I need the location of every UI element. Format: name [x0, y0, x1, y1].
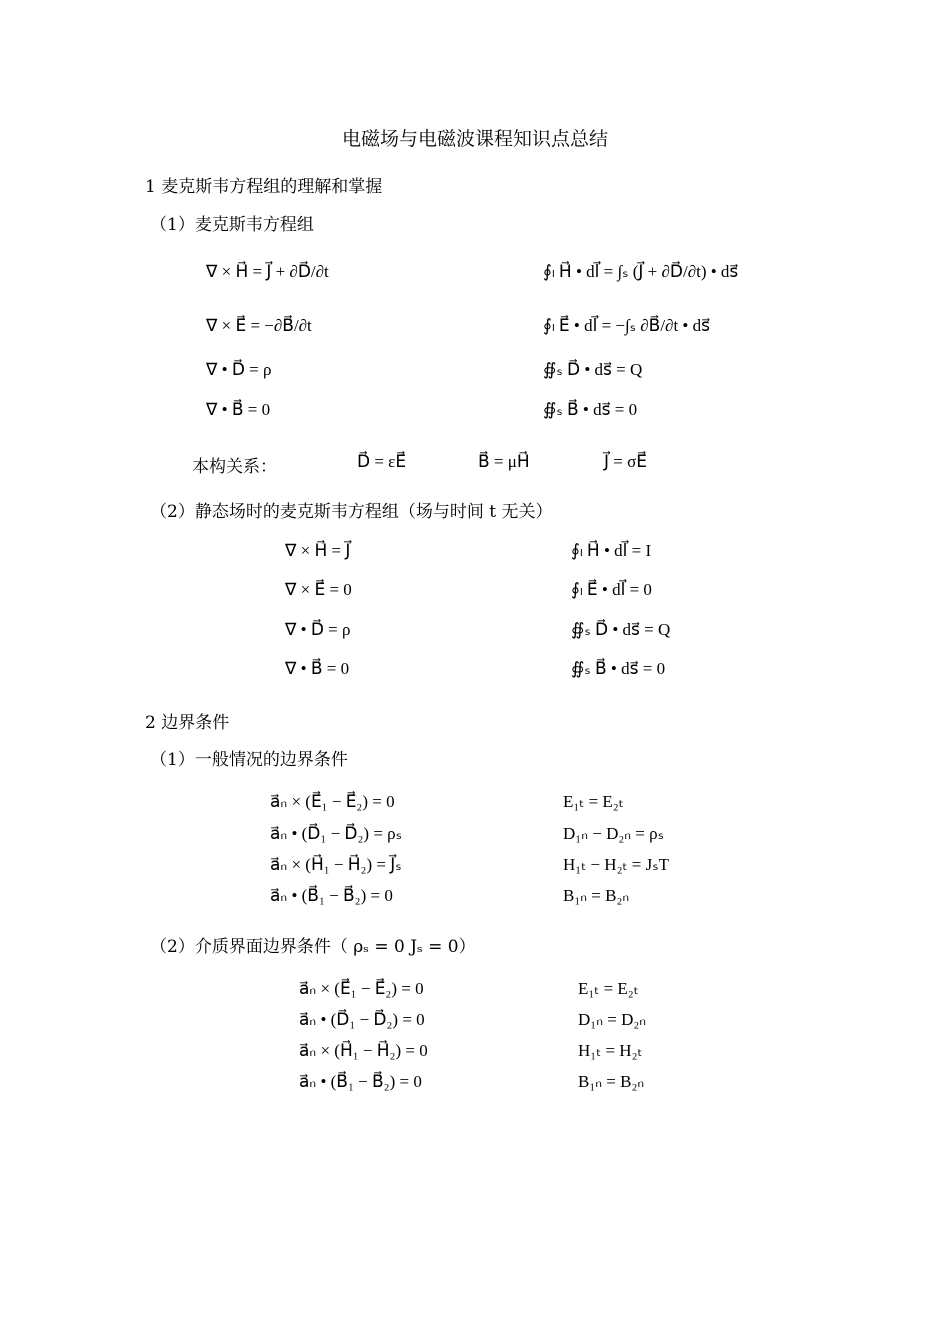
page-title: 电磁场与电磁波课程知识点总结 [341, 128, 608, 150]
constitutive-eq-2: B⃗ = μH⃗ [478, 452, 530, 471]
section-1-sub-1: （1）麦克斯韦方程组 [150, 215, 314, 235]
maxwell-diff-eq-4: ∇ • B⃗ = 0 [206, 400, 271, 419]
static-diff-eq-4: ∇ • B⃗ = 0 [285, 659, 350, 678]
constitutive-label: 本构关系： [192, 457, 277, 477]
constitutive-eq-3: J⃗ = σE⃗ [604, 452, 648, 471]
static-diff-eq-3: ∇ • D⃗ = ρ [285, 620, 351, 639]
dielectric-vector-eq-4: a⃗ₙ • (B⃗₁ − B⃗₂) = 0 [299, 1072, 422, 1091]
section-2-sub-2: （2）介质界面边界条件（ ρₛ = 0 Jₛ = 0） [150, 937, 476, 957]
general-vector-eq-4: a⃗ₙ • (B⃗₁ − B⃗₂) = 0 [270, 886, 393, 905]
maxwell-int-eq-2: ∮ₗ E⃗ • dl⃗ = −∫ₛ ∂B⃗/∂t • ds⃗ [543, 316, 710, 335]
dielectric-vector-eq-3: a⃗ₙ × (H⃗₁ − H⃗₂) = 0 [299, 1041, 428, 1060]
maxwell-diff-eq-1: ∇ × H⃗ = J⃗ + ∂D⃗/∂t [206, 262, 329, 281]
section-2-sub-1: （1）一般情况的边界条件 [150, 750, 348, 770]
general-scalar-eq-2: D₁ₙ − D₂ₙ = ρₛ [563, 824, 664, 843]
dielectric-vector-eq-1: a⃗ₙ × (E⃗₁ − E⃗₂) = 0 [299, 979, 424, 998]
dielectric-vector-eq-2: a⃗ₙ • (D⃗₁ − D⃗₂) = 0 [299, 1010, 425, 1029]
general-scalar-eq-1: E₁ₜ = E₂ₜ [563, 792, 624, 811]
section-1-heading: 1 麦克斯韦方程组的理解和掌握 [145, 177, 383, 197]
static-int-eq-4: ∯ₛ B⃗ • ds⃗ = 0 [571, 659, 666, 678]
static-diff-eq-2: ∇ × E⃗ = 0 [285, 580, 352, 599]
general-scalar-eq-4: B₁ₙ = B₂ₙ [563, 886, 630, 905]
dielectric-scalar-eq-1: E₁ₜ = E₂ₜ [578, 979, 639, 998]
section-1-sub-2: （2）静态场时的麦克斯韦方程组（场与时间 t 无关） [150, 502, 553, 522]
dielectric-scalar-eq-2: D₁ₙ = D₂ₙ [578, 1010, 647, 1029]
static-int-eq-2: ∮ₗ E⃗ • dl⃗ = 0 [571, 580, 652, 599]
general-scalar-eq-3: H₁ₜ − H₂ₜ = JₛT [563, 855, 669, 874]
maxwell-int-eq-3: ∯ₛ D⃗ • ds⃗ = Q [543, 360, 643, 379]
section-2-heading: 2 边界条件 [145, 713, 230, 733]
maxwell-int-eq-4: ∯ₛ B⃗ • ds⃗ = 0 [543, 400, 638, 419]
static-int-eq-3: ∯ₛ D⃗ • ds⃗ = Q [571, 620, 671, 639]
general-vector-eq-3: a⃗ₙ × (H⃗₁ − H⃗₂) = J⃗ₛ [270, 855, 402, 874]
constitutive-eq-1: D⃗ = εE⃗ [357, 452, 407, 471]
general-vector-eq-2: a⃗ₙ • (D⃗₁ − D⃗₂) = ρₛ [270, 824, 402, 843]
maxwell-diff-eq-2: ∇ × E⃗ = −∂B⃗/∂t [206, 316, 312, 335]
maxwell-diff-eq-3: ∇ • D⃗ = ρ [206, 360, 272, 379]
dielectric-scalar-eq-3: H₁ₜ = H₂ₜ [578, 1041, 643, 1060]
maxwell-int-eq-1: ∮ₗ H⃗ • dl⃗ = ∫ₛ (J⃗ + ∂D⃗/∂t) • ds⃗ [543, 262, 739, 281]
general-vector-eq-1: a⃗ₙ × (E⃗₁ − E⃗₂) = 0 [270, 792, 395, 811]
static-diff-eq-1: ∇ × H⃗ = J⃗ [285, 541, 351, 560]
static-int-eq-1: ∮ₗ H⃗ • dl⃗ = I [571, 541, 652, 560]
dielectric-scalar-eq-4: B₁ₙ = B₂ₙ [578, 1072, 645, 1091]
